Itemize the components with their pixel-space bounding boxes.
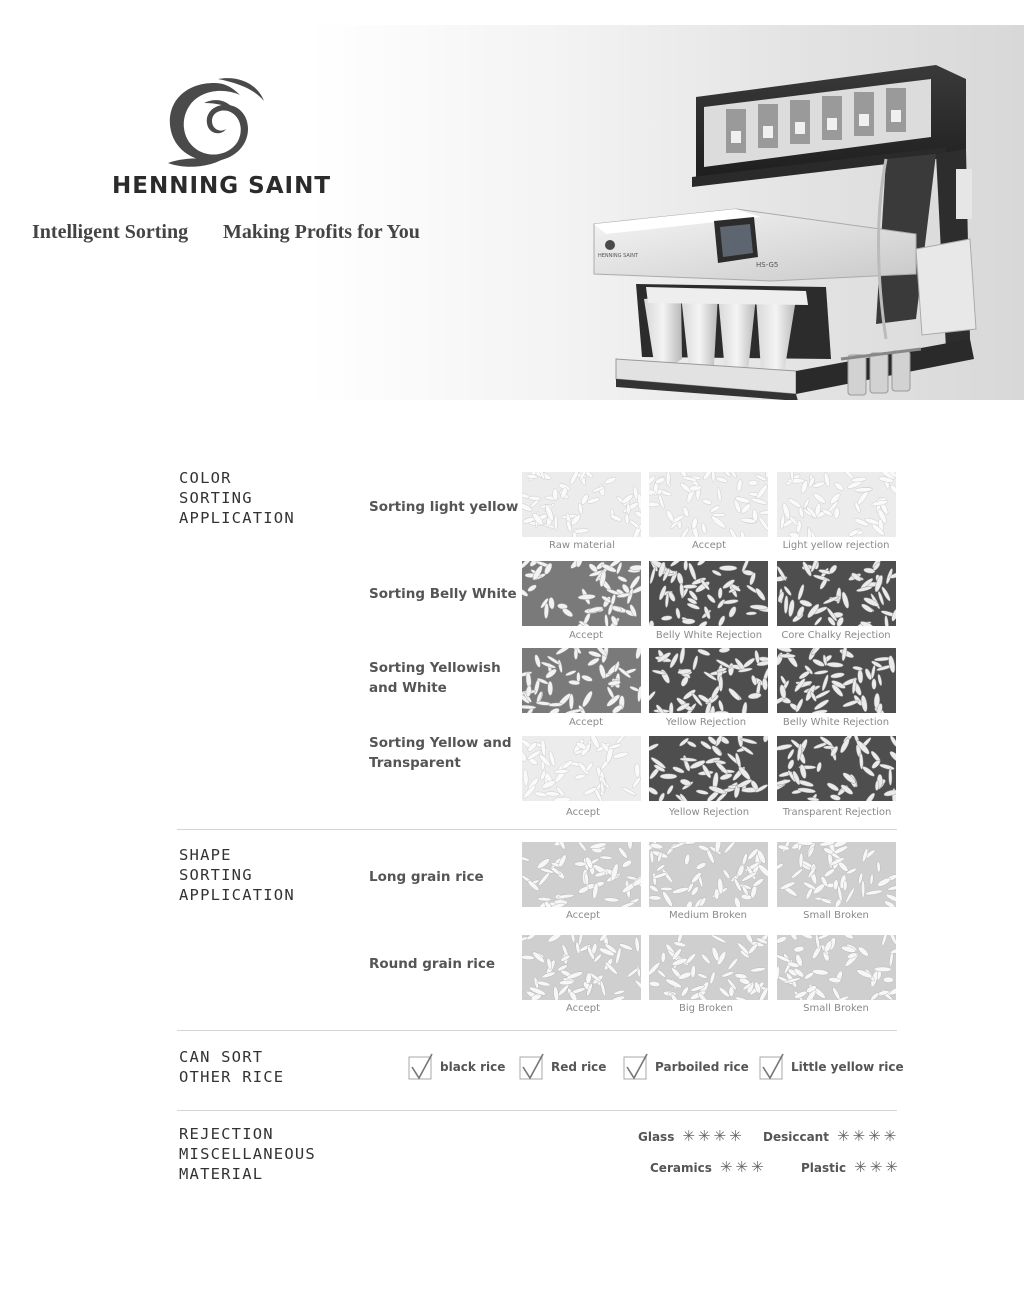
sample-caption: Small Broken <box>803 1003 869 1014</box>
section-divider <box>177 1030 897 1031</box>
sample-caption: Transparent Rejection <box>782 807 892 818</box>
machine-model-label: HS-G5 <box>756 261 779 269</box>
other-rice-red <box>519 1053 606 1081</box>
rejection-item-glass <box>638 1127 745 1145</box>
color-sorter-machine-image <box>586 59 996 400</box>
sample-caption: Accept <box>568 717 604 728</box>
sample-caption: Yellow Rejection <box>668 807 750 818</box>
other-rice-label: Red rice <box>551 1060 607 1074</box>
sample-caption: Small Broken <box>803 910 869 921</box>
star-rating-icon: ✳✳✳ <box>719 1158 767 1176</box>
rejection-name: Desiccant <box>763 1130 829 1144</box>
tagline-left: Intelligent Sorting <box>32 221 189 243</box>
rejection-item-plastic <box>801 1158 901 1176</box>
sample-caption: Accept <box>691 540 727 551</box>
checkmark-icon <box>623 1053 649 1081</box>
rejection-item-ceramics <box>650 1158 767 1176</box>
other-rice-parboiled <box>623 1053 749 1081</box>
rejection-item-desiccant <box>763 1127 899 1145</box>
star-rating-icon: ✳✳✳✳ <box>682 1127 745 1145</box>
section-title-other-rice: CAN SORT OTHER RICE <box>179 1048 285 1086</box>
sample-caption: Core Chalky Rejection <box>781 630 891 641</box>
henning-saint-logo <box>160 75 268 174</box>
rice-sample-image <box>522 472 641 537</box>
row-label-long-grain: Long grain rice <box>369 869 484 885</box>
row-label-yellow-transparent: Sorting Yellow and Transparent <box>369 735 512 771</box>
star-rating-icon: ✳✳✳✳ <box>836 1127 900 1145</box>
rice-sample-image <box>522 935 641 1000</box>
rice-sample-image <box>777 842 896 907</box>
header-banner <box>0 25 1024 400</box>
rejection-name: Glass <box>638 1130 675 1144</box>
sample-caption: Belly White Rejection <box>782 717 890 728</box>
other-rice-label: black rice <box>440 1060 506 1074</box>
checkmark-icon <box>519 1053 545 1081</box>
row-label-belly-white: Sorting Belly White <box>369 586 517 602</box>
sample-caption: Accept <box>568 630 604 641</box>
other-rice-label: Parboiled rice <box>655 1060 749 1074</box>
other-rice-black <box>408 1053 505 1081</box>
section-title-color-sorting: COLOR SORTING APPLICATION <box>179 469 295 527</box>
section-title-rejection: REJECTION MISCELLANEOUS MATERIAL <box>179 1125 316 1183</box>
section-divider <box>177 829 897 830</box>
machine-brand-label: HENNING SAINT <box>598 253 639 259</box>
section-divider <box>177 1110 897 1111</box>
rice-sample-image <box>522 561 641 626</box>
rice-sample-image <box>649 561 768 626</box>
row-label-yellowish-white: Sorting Yellowish and White <box>369 660 501 696</box>
sample-caption: Belly White Rejection <box>655 630 763 641</box>
row-label-round-grain: Round grain rice <box>369 956 496 972</box>
rejection-name: Ceramics <box>650 1161 712 1175</box>
rice-sample-image <box>649 472 768 537</box>
rice-sample-image <box>522 648 641 713</box>
checkmark-icon <box>759 1053 785 1081</box>
tagline-right: Making Profits for You <box>223 221 420 243</box>
rice-sample-image <box>777 472 896 537</box>
rice-sample-image <box>649 736 768 801</box>
rice-sample-image <box>649 648 768 713</box>
sample-caption: Raw material <box>549 540 615 551</box>
sample-caption: Light yellow rejection <box>782 540 890 551</box>
sample-caption: Big Broken <box>679 1003 733 1014</box>
rice-sample-image <box>522 736 641 801</box>
rice-sample-image <box>649 935 768 1000</box>
sample-caption: Accept <box>565 910 601 921</box>
sample-caption: Accept <box>565 1003 601 1014</box>
sample-caption: Medium Broken <box>669 910 747 921</box>
rice-sample-image <box>649 842 768 907</box>
rejection-name: Plastic <box>801 1161 847 1175</box>
sample-caption: Accept <box>565 807 601 818</box>
sample-caption: Yellow Rejection <box>665 717 747 728</box>
checkmark-icon <box>408 1053 434 1081</box>
rice-sample-image <box>777 561 896 626</box>
brand-name: HENNING SAINT <box>112 173 332 199</box>
rice-sample-image <box>777 648 896 713</box>
rice-sample-image <box>522 842 641 907</box>
rice-sample-image <box>777 935 896 1000</box>
rice-sample-image <box>777 736 896 801</box>
section-title-shape-sorting: SHAPE SORTING APPLICATION <box>179 846 295 904</box>
row-label-light-yellow: Sorting light yellow <box>369 499 519 515</box>
other-rice-little-yellow <box>759 1053 904 1081</box>
other-rice-label: Little yellow rice <box>791 1060 904 1074</box>
star-rating-icon: ✳✳✳ <box>854 1158 901 1176</box>
